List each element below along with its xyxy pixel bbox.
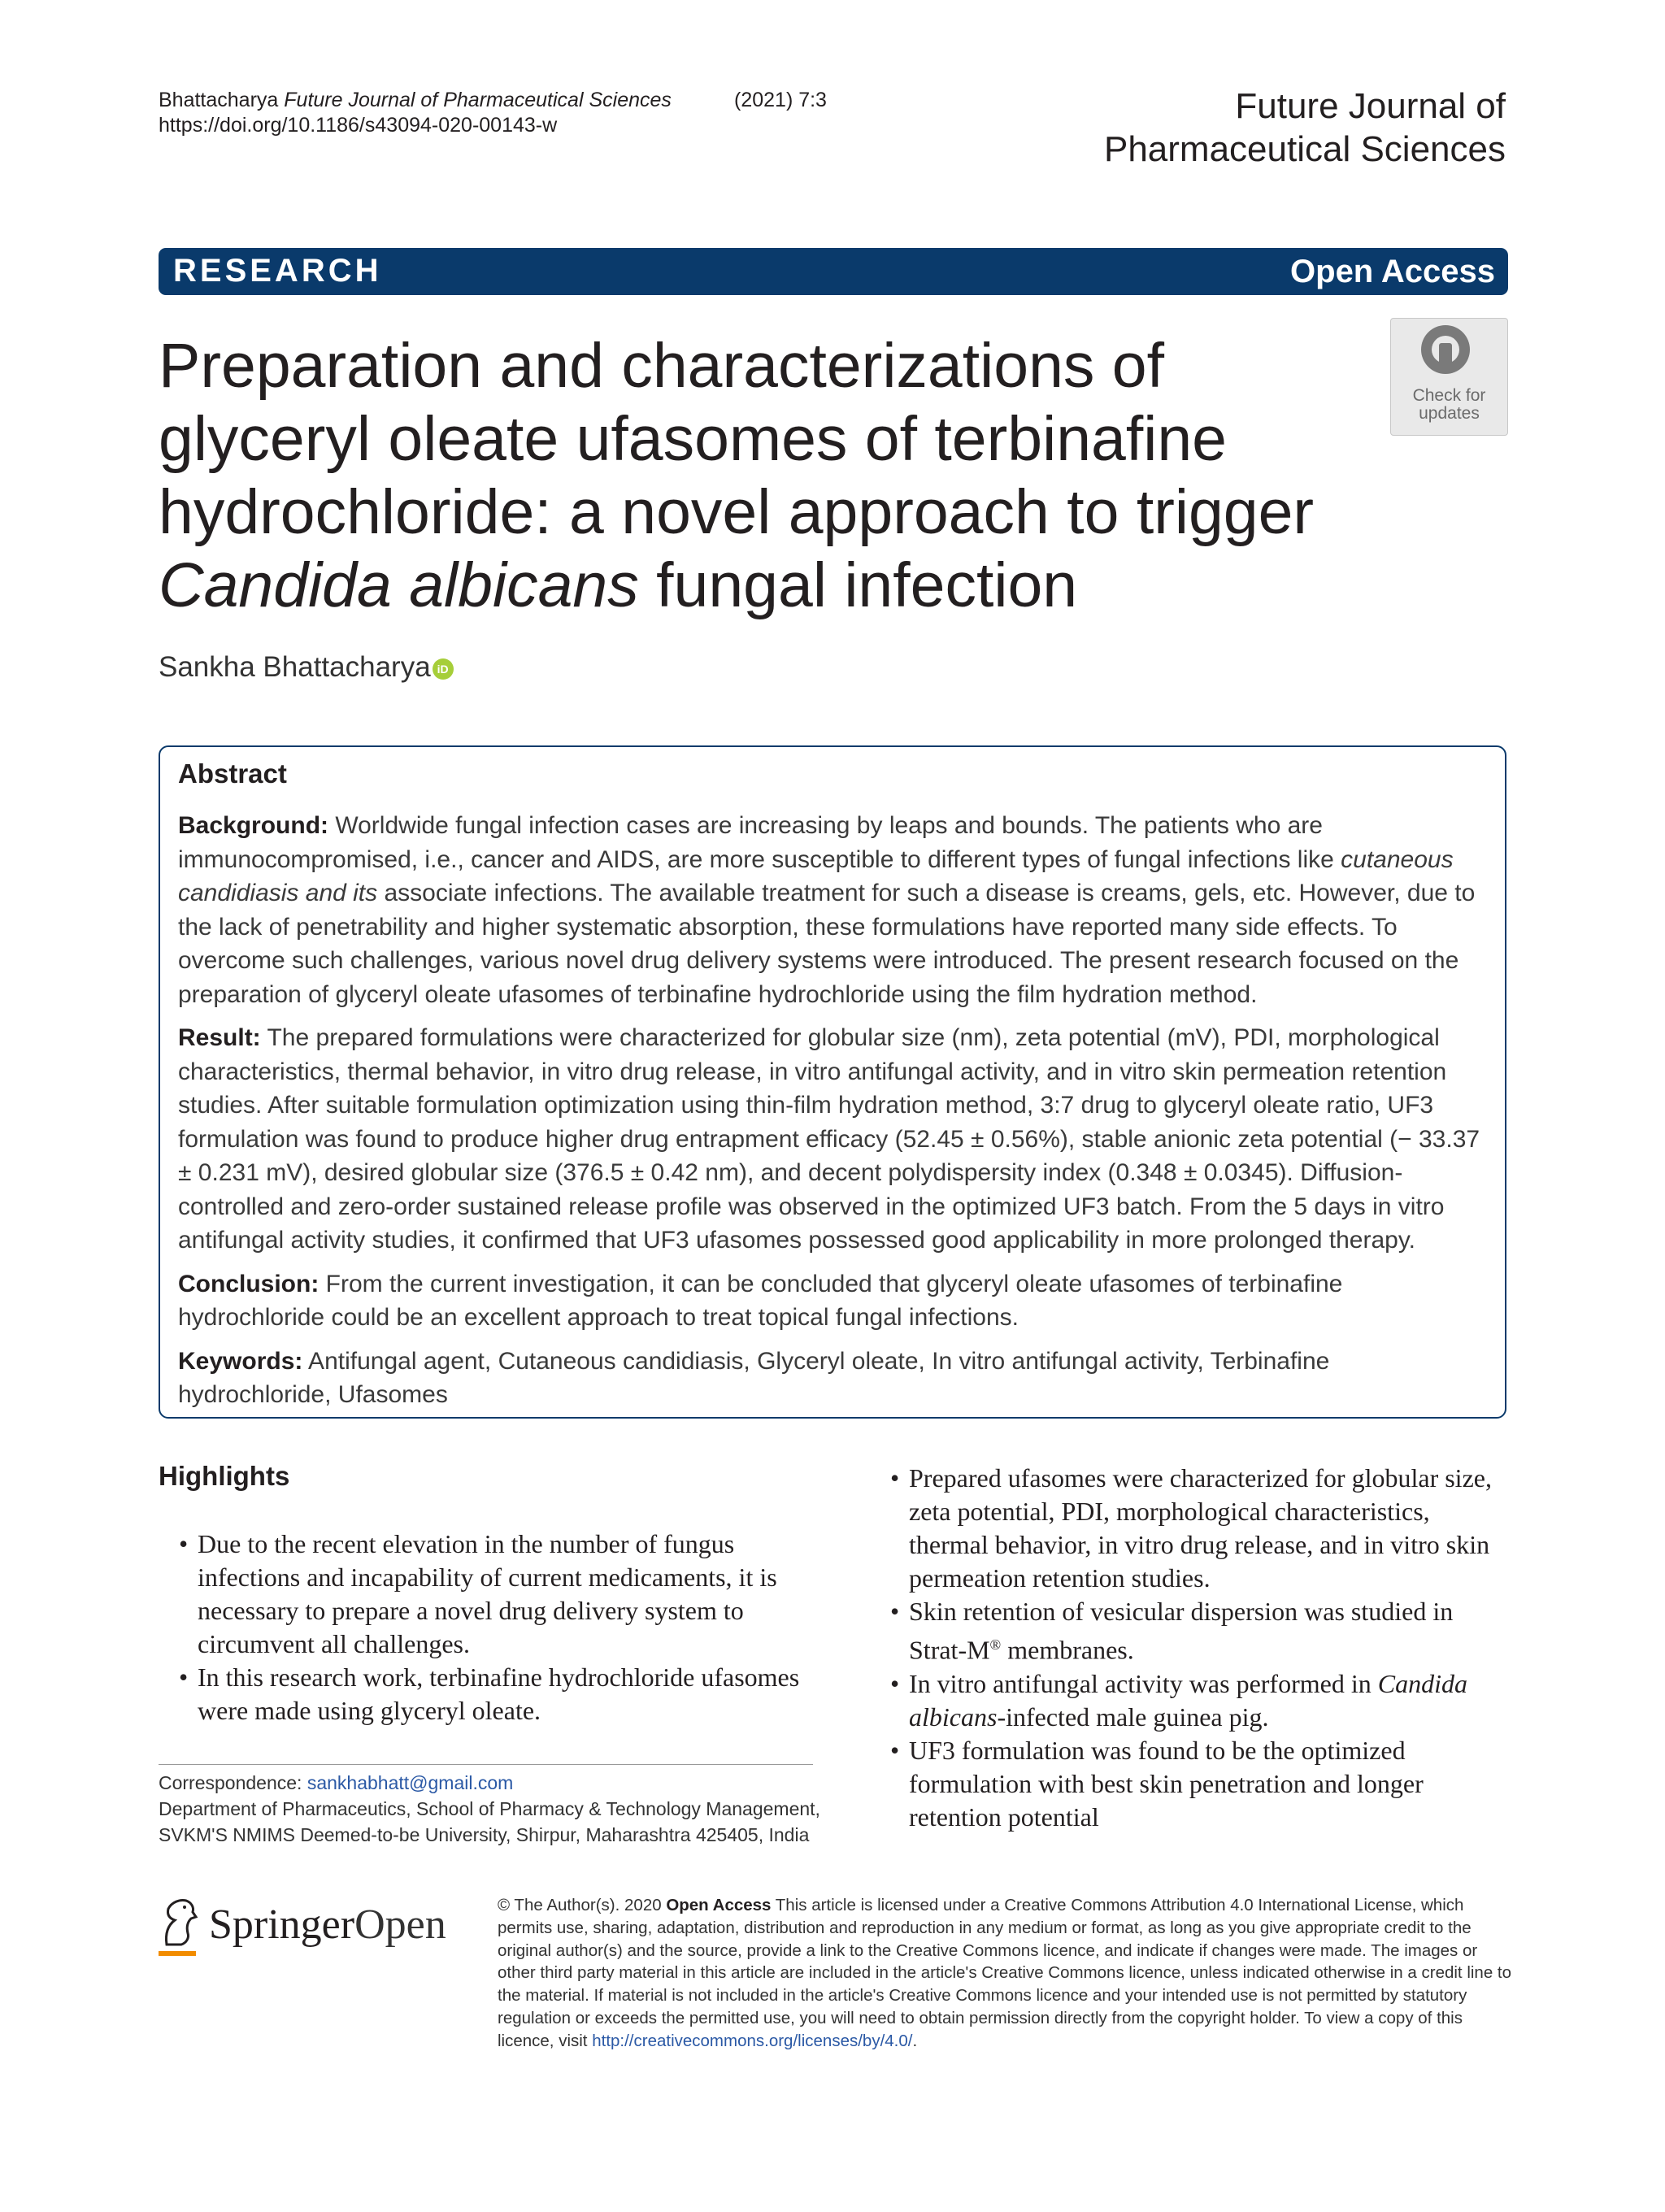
correspondence-affiliation: Department of Pharmaceutics, School of Pharmacy & Technology Management, SVKM'S NMIMS Deemed-to-be University, Shirpur, Maharashtra 425405, India [159, 1798, 820, 1845]
article-title [159, 329, 1362, 622]
abstract-body [178, 809, 1489, 1422]
open-access-label: Open Access [1290, 254, 1495, 289]
open-word: Open [354, 1901, 446, 1948]
check-for-updates-line2: updates [1419, 404, 1480, 423]
highlights-heading: Highlights [159, 1461, 290, 1491]
highlights-left-column [159, 1528, 821, 1727]
running-header [159, 88, 827, 138]
highlight-item: • In this research work, terbinafine hydrochloride ufasomes were made using glyceryl oleate. [159, 1661, 821, 1727]
title-line-4-rest: fungal infection [638, 550, 1078, 620]
journal-brand [1104, 85, 1506, 171]
abstract-box [159, 745, 1506, 1419]
author-name: Sankha Bhattacharya [159, 651, 431, 683]
background-label: Background: [178, 812, 329, 839]
highlights-right-column [870, 1462, 1512, 1834]
abstract-background [178, 809, 1489, 1011]
highlight-item [870, 1667, 1512, 1734]
springer-word: Springer [209, 1901, 355, 1948]
abstract-keywords [178, 1345, 1489, 1412]
highlight-text: In vitro antifungal activity was performed in [909, 1668, 1378, 1698]
keywords-text: Antifungal agent, Cutaneous candidiasis, Glyceryl oleate, In vitro antifungal activity, Terbinafine hydrochloride, Ufasomes [178, 1347, 1330, 1408]
springer-accent-bar [159, 1951, 196, 1956]
highlight-text: Skin retention of vesicular dispersion was studied in Strat-M [909, 1597, 1454, 1665]
article-type-banner [159, 248, 1508, 295]
abstract-conclusion [178, 1267, 1489, 1335]
journal-brand-line2: Pharmaceutical Sciences [1103, 129, 1506, 169]
springer-open-wordmark [209, 1901, 446, 1949]
correspondence [159, 1770, 825, 1848]
highlight-text: -infected male guinea pig. [997, 1701, 1269, 1732]
background-italic: cutaneous candidiasis and its [178, 845, 1454, 906]
highlight-species: Candida albicans [909, 1668, 1467, 1732]
license-statement [498, 1894, 1512, 2053]
author-line [159, 651, 454, 684]
crossmark-icon [1421, 325, 1470, 374]
correspondence-label: Correspondence: [159, 1772, 307, 1793]
result-label: Result: [178, 1024, 261, 1051]
abstract-result [178, 1021, 1489, 1258]
journal-brand-line1: Future Journal of [1235, 86, 1506, 126]
springer-open-logo [159, 1897, 467, 1954]
title-species: Candida albicans [159, 550, 639, 620]
conclusion-label: Conclusion: [178, 1270, 320, 1297]
conclusion-text: From the current investigation, it can be concluded that glyceryl oleate ufasomes of terbinafine hydrochloride could be an excellent approach to treat topical fungal infections. [178, 1270, 1343, 1331]
footnote-divider [159, 1764, 813, 1765]
header-citation: (2021) 7:3 [734, 89, 827, 111]
abstract-heading: Abstract [178, 758, 287, 789]
result-text: The prepared formulations were characterized for globular size (nm), zeta potential (mV), PDI, morphological characteristics, thermal behavior, in vitro drug release, in vitro antifungal activity, and in vitro skin permeation retention studies. After suitable formulation optimization using thin-film hydration method, 3:7 drug to glyceryl oleate ratio, UF3 formulation was found to produce higher drug entrapment efficacy (52.45 ± 0.56%), stable anionic zeta potential (− 33.37 ± 0.231 mV), desired globular size (376.5 ± 0.42 nm), and decent polydispersity index (0.348 ± 0.0345). Diffusion-controlled and zero-order sustained release profile was observed in the optimized UF3 batch. From the 5 days in vitro antifungal activity studies, it confirmed that UF3 ufasomes possessed good applicability in more prolonged therapy. [178, 1024, 1480, 1254]
header-doi[interactable]: https://doi.org/10.1186/s43094-020-00143-w [159, 114, 558, 137]
highlight-text: membranes. [1001, 1635, 1134, 1665]
license-open-access: Open Access [666, 1896, 772, 1914]
orcid-icon[interactable]: iD [433, 658, 454, 680]
license-text: This article is licensed under a Creative Commons Attribution 4.0 International License, which permits use, sharing, adaptation, distribution and reproduction in any medium or format, as long as you give appropriate credit to the original author(s) and the source, provide a link to the Creative Commons licence, and indicate if changes were made. The images or other third party material in this article are included in the article's Creative Commons licence, unless indicated otherwise in a credit line to the material. If material is not included in the article's Creative Commons licence and your intended use is not permitted by statutory regulation or exceeds the permitted use, you will need to obtain permission directly from the copyright holder. To view a copy of this licence, visit [498, 1896, 1512, 2050]
title-line-3: hydrochloride: a novel approach to trigger [159, 477, 1315, 547]
check-for-updates-text [1391, 387, 1507, 423]
highlight-item: • Due to the recent elevation in the number of fungus infections and incapability of current medicaments, it is necessary to prepare a novel drug delivery system to circumvent all challenges. [159, 1528, 821, 1661]
title-line-1: Preparation and characterizations of [159, 331, 1165, 401]
header-journal: Future Journal of Pharmaceutical Sciences [284, 89, 672, 111]
background-text-2: associate infections. The available treatment for such a disease is creams, gels, etc. However, due to the lack of penetrability and higher systematic absorption, these formulations have reported many side effects. To overcome such challenges, various novel drug delivery systems were introduced. The present research focused on the preparation of glyceryl oleate ufasomes of terbinafine hydrochloride using the film hydration method. [178, 880, 1476, 1008]
registered-mark: ® [989, 1636, 1002, 1653]
highlight-item [870, 1595, 1512, 1667]
highlight-item: • Prepared ufasomes were characterized for globular size, zeta potential, PDI, morphological characteristics, thermal behavior, in vitro drug release, and in vitro skin permeation retention studies. [870, 1462, 1512, 1595]
header-author: Bhattacharya [159, 89, 279, 111]
license-copyright: © The Author(s). 2020 [498, 1896, 667, 1914]
springer-horse-icon [159, 1897, 201, 1948]
article-type-label: RESEARCH [173, 253, 382, 289]
keywords-label: Keywords: [178, 1347, 303, 1375]
correspondence-email[interactable]: sankhabhatt@gmail.com [306, 1772, 514, 1793]
highlight-item: • UF3 formulation was found to be the optimized formulation with best skin penetration and longer retention potential [870, 1734, 1512, 1834]
check-for-updates-line1: Check for [1412, 386, 1486, 405]
title-line-4 [159, 549, 1362, 622]
background-text-1: Worldwide fungal infection cases are increasing by leaps and bounds. The patients who are immunocompromised, i.e., cancer and AIDS, are more susceptible to different types of fungal infections like [178, 812, 1341, 873]
license-url[interactable]: http://creativecommons.org/licenses/by/4.0/ [592, 2031, 913, 2050]
title-line-2: glyceryl oleate ufasomes of terbinafine [159, 404, 1228, 474]
license-suffix: . [912, 2031, 918, 2050]
check-for-updates-badge[interactable] [1390, 318, 1508, 436]
